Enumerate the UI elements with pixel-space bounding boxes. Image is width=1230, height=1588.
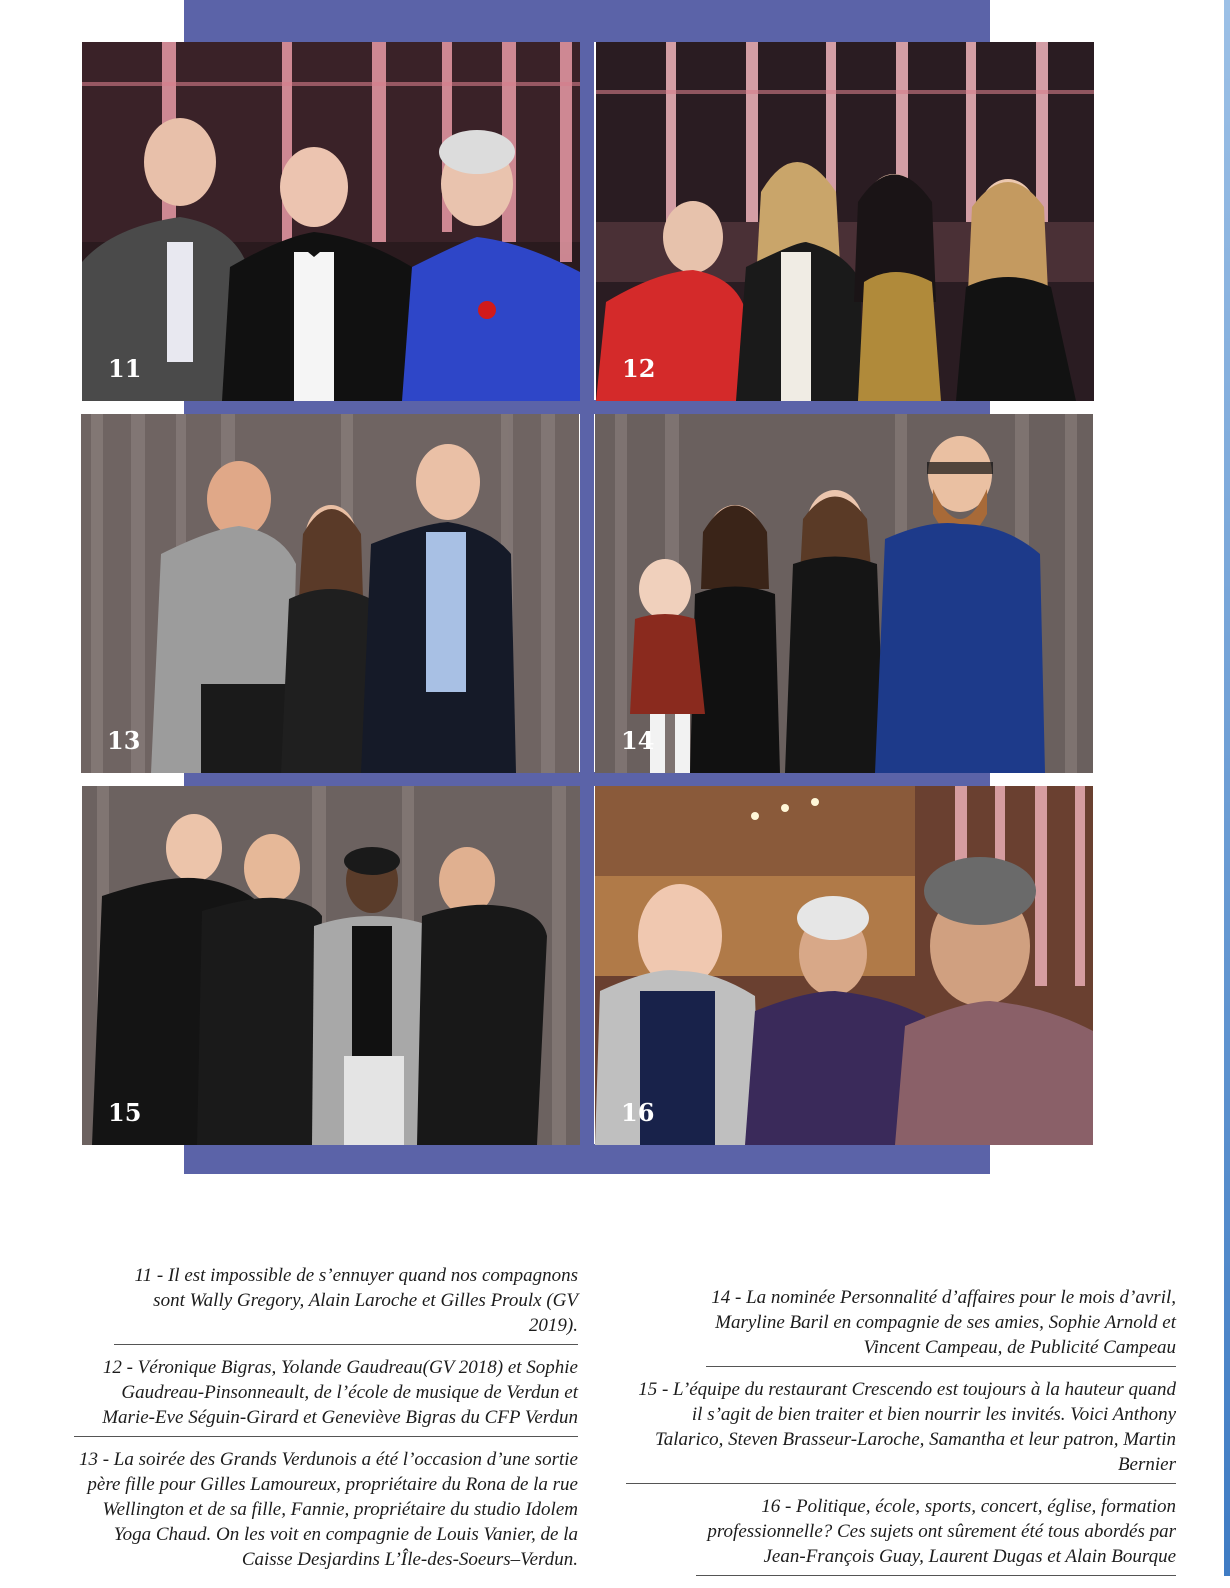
center-divider — [580, 42, 594, 1144]
photo-number: 14 — [621, 726, 655, 755]
bottom-band — [184, 1144, 990, 1174]
captions-left-column — [74, 1263, 578, 1588]
top-band — [184, 0, 990, 42]
caption-15: 15 - L’équipe du restaurant Crescendo est toujours à la hauteur quand il s’agit de bien traiter et bien nourrir les invités. Voici Anthony Talarico, Steven Brasseur-Laroche, Samantha et leur patron, Martin Bernier — [626, 1377, 1176, 1484]
photo-16 — [595, 786, 1093, 1145]
caption-14: 14 - La nominée Personnalité d’affaires pour le mois d’avril, Maryline Baril en compagnie de ses amies, Sophie Arnold et Vincent Campeau, de Publicité Campeau — [706, 1285, 1176, 1367]
caption-12: 12 - Véronique Bigras, Yolande Gaudreau(GV 2018) et Sophie Gaudreau-Pinsonneault, de l’école de musique de Verdun et Marie-Eve Séguin-Girard et Geneviève Bigras du CFP Verdun — [74, 1355, 578, 1437]
photo-11 — [82, 42, 580, 401]
caption-16: 16 - Politique, école, sports, concert, église, formation professionnelle? Ces sujets ont sûrement été tous abordés par Jean-François Guay, Laurent Dugas et Alain Bourque — [696, 1494, 1176, 1576]
caption-11: 11 - Il est impossible de s’ennuyer quand nos compagnons sont Wally Gregory, Alain Laroche et Gilles Proulx (GV 2019). — [114, 1263, 578, 1345]
photo-13 — [81, 414, 579, 773]
caption-13: 13 - La soirée des Grands Verdunois a été l’occasion d’une sortie père fille pour Gilles Lamoureux, propriétaire du Rona de la rue Wellington et de sa fille, Fannie, propriétaire du studio Idolem Yoga Chaud. On les voit en compagnie de Louis Vanier, de la Caisse Desjardins L’Île-des-Soeurs–Verdun. — [78, 1449, 578, 1570]
photo-12 — [596, 42, 1094, 401]
photo-number: 15 — [108, 1098, 142, 1127]
photo-15 — [82, 786, 580, 1145]
photo-number: 11 — [108, 354, 142, 383]
photo-number: 16 — [621, 1098, 655, 1127]
captions-right-column — [596, 1285, 1176, 1586]
page-edge-strip — [1224, 0, 1230, 1576]
photo-number: 12 — [622, 354, 656, 383]
photo-number: 13 — [107, 726, 141, 755]
photo-14 — [595, 414, 1093, 773]
